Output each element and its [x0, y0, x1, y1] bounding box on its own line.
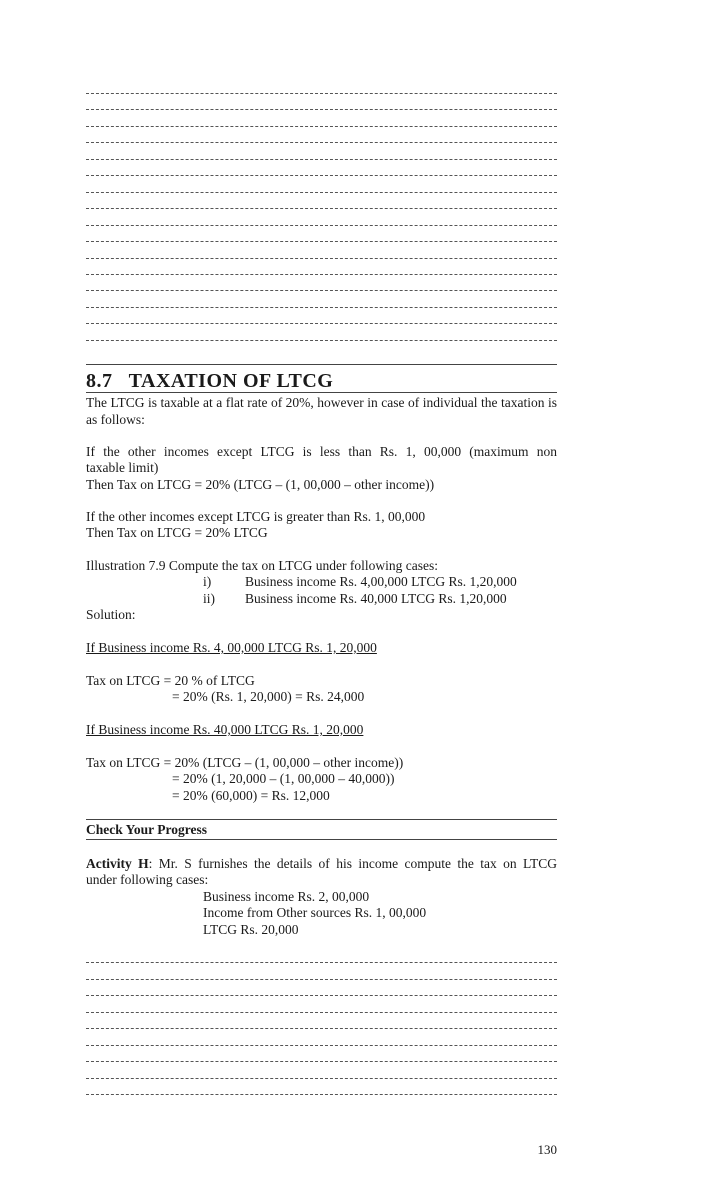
activity-text: : Mr. S furnishes the details of his income compute the tax on LTCG: [148, 856, 557, 871]
solution1-heading-text: If Business income Rs. 4, 00,000 LTCG Rs. 1, 20,000: [86, 640, 377, 655]
item-text: Business income Rs. 4,00,000 LTCG Rs. 1,20,000: [245, 574, 517, 589]
section-title: TAXATION OF LTCG: [128, 370, 334, 392]
activity-detail: Business income Rs. 2, 00,000: [203, 889, 370, 904]
section-heading: [86, 368, 557, 394]
illustration-item-2: [203, 591, 507, 608]
answer-line: [86, 1094, 557, 1095]
page-number: 130: [537, 1142, 557, 1157]
answer-line: [86, 1012, 557, 1013]
case2-line2: Then Tax on LTCG = 20% LTCG: [86, 525, 268, 540]
answer-line: [86, 307, 557, 308]
solution2-line3: = 20% (60,000) = Rs. 12,000: [172, 788, 330, 803]
activity-line2: under following cases:: [86, 872, 209, 887]
answer-line: [86, 175, 557, 176]
solution2-heading-text: If Business income Rs. 40,000 LTCG Rs. 1, 20,000: [86, 722, 364, 737]
answer-line: [86, 241, 557, 242]
item-number: i): [203, 574, 212, 589]
solution-label: Solution:: [86, 607, 136, 622]
case1-line2: taxable limit): [86, 460, 159, 475]
solution2-line1: Tax on LTCG = 20% (LTCG – (1, 00,000 – other income)): [86, 755, 404, 770]
section-bottom-rule: [86, 392, 557, 393]
document-page: [86, 0, 557, 1200]
answer-line: [86, 258, 557, 259]
answer-line: [86, 1078, 557, 1079]
item-text: Business income Rs. 40,000 LTCG Rs. 1,20,000: [245, 591, 507, 606]
answer-line: [86, 93, 557, 94]
answer-line: [86, 126, 557, 127]
answer-line: [86, 290, 557, 291]
answer-line: [86, 340, 557, 341]
answer-line: [86, 109, 557, 110]
answer-line: [86, 192, 557, 193]
answer-line: [86, 225, 557, 226]
answer-line: [86, 274, 557, 275]
answer-line: [86, 1028, 557, 1029]
progress-title: Check Your Progress: [86, 822, 207, 837]
answer-line: [86, 323, 557, 324]
answer-line: [86, 979, 557, 980]
activity-label: Activity H: [86, 856, 149, 871]
solution1-line2: = 20% (Rs. 1, 20,000) = Rs. 24,000: [172, 689, 365, 704]
case1-line3: Then Tax on LTCG = 20% (LTCG – (1, 00,000 – other income)): [86, 477, 435, 492]
item-number: ii): [203, 591, 215, 606]
answer-line: [86, 995, 557, 996]
answer-line: [86, 1045, 557, 1046]
section-number: 8.7: [86, 370, 113, 392]
activity-detail: Income from Other sources Rs. 1, 00,000: [203, 905, 427, 920]
answer-line: [86, 1061, 557, 1062]
progress-bottom-rule: [86, 839, 557, 840]
solution1-line1: Tax on LTCG = 20 % of LTCG: [86, 673, 255, 688]
solution2-heading: [86, 722, 557, 739]
solution1-heading: [86, 640, 557, 657]
answer-line: [86, 142, 557, 143]
answer-line: [86, 159, 557, 160]
solution2-line2: = 20% (1, 20,000 – (1, 00,000 – 40,000)): [172, 771, 395, 786]
progress-top-rule: [86, 819, 557, 820]
answer-line: [86, 962, 557, 963]
section-top-rule: [86, 364, 557, 365]
illustration-item-1: [203, 574, 517, 591]
case1-line1: If the other incomes except LTCG is less than Rs. 1, 00,000 (maximum non: [86, 444, 557, 459]
answer-line: [86, 208, 557, 209]
illustration-line: Illustration 7.9 Compute the tax on LTCG under following cases:: [86, 558, 438, 573]
case2-line1: If the other incomes except LTCG is greater than Rs. 1, 00,000: [86, 509, 426, 524]
intro-paragraph: The LTCG is taxable at a flat rate of 20%, however in case of individual the taxation is as follows:: [86, 395, 557, 427]
activity-line1: [86, 856, 557, 873]
activity-detail: LTCG Rs. 20,000: [203, 922, 299, 937]
